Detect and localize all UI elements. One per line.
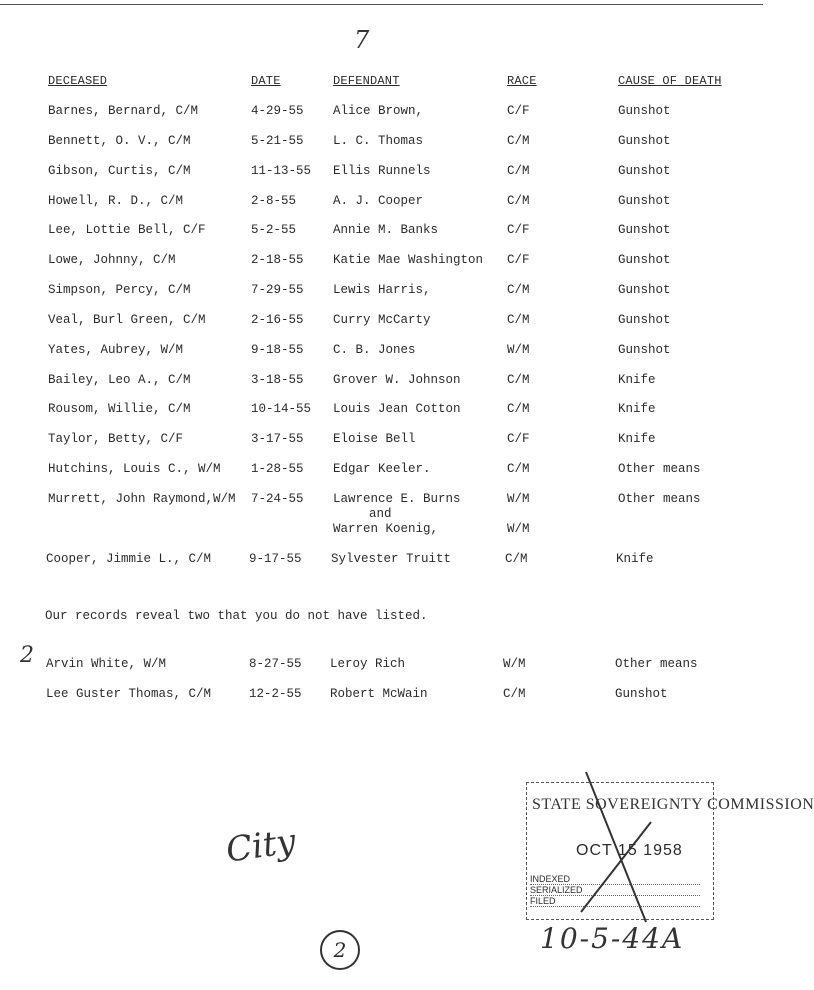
deceased-cell: Barnes, Bernard, C/M xyxy=(48,104,199,118)
records-note: Our records reveal two that you do not have listed. xyxy=(45,609,428,623)
stamp-line-filed: FILED xyxy=(530,896,700,907)
cause-cell: Gunshot xyxy=(618,253,671,267)
cause-cell: Gunshot xyxy=(618,194,671,208)
date-cell: 3-17-55 xyxy=(251,432,304,446)
defendant-cell: C. B. Jones xyxy=(333,343,416,357)
race-cell: C/F xyxy=(507,223,530,237)
date-cell: 2-8-55 xyxy=(251,194,297,208)
date-cell: 5-2-55 xyxy=(251,223,297,237)
defendant-cell: L. C. Thomas xyxy=(333,134,424,148)
race-cell: C/M xyxy=(503,687,526,701)
deceased-cell: Lee Guster Thomas, C/M xyxy=(46,687,212,701)
date-cell: 2-16-55 xyxy=(251,313,304,327)
date-cell: 11-13-55 xyxy=(251,164,312,178)
top-edge-line xyxy=(0,4,763,5)
race-cell: C/M xyxy=(505,552,528,566)
table-row xyxy=(0,134,763,152)
cause-cell: Gunshot xyxy=(618,164,671,178)
race-cell: C/M xyxy=(507,194,530,208)
table-row xyxy=(0,343,763,361)
circled-page-number: 2 xyxy=(320,930,360,970)
cause-cell: Knife xyxy=(616,552,654,566)
race-cell: W/M xyxy=(507,492,530,506)
deceased-cell: Howell, R. D., C/M xyxy=(48,194,184,208)
header-date: DATE xyxy=(251,74,281,88)
date-cell: 3-18-55 xyxy=(251,373,304,387)
table-row xyxy=(0,657,763,675)
table-row xyxy=(0,283,763,301)
date-cell: 10-14-55 xyxy=(251,402,312,416)
cause-cell: Knife xyxy=(618,373,656,387)
race-cell: C/F xyxy=(507,432,530,446)
date-cell: 7-24-55 xyxy=(251,492,304,506)
defendant-cell: Eloise Bell xyxy=(333,432,416,446)
stamp-date: OCT 15 1958 xyxy=(576,842,683,859)
defendant-cell: Curry McCarty xyxy=(333,313,431,327)
header-deceased: DECEASED xyxy=(48,74,108,88)
defendant-cell: Katie Mae Washington xyxy=(333,253,484,267)
defendant-cell: and xyxy=(369,507,392,521)
date-cell: 12-2-55 xyxy=(249,687,302,701)
defendant-cell: Ellis Runnels xyxy=(333,164,431,178)
table-row xyxy=(0,313,763,331)
deceased-cell: Murrett, John Raymond,W/M xyxy=(48,492,236,506)
cause-cell: Gunshot xyxy=(618,343,671,357)
handwritten-page-mark: 7 xyxy=(354,26,370,54)
cause-cell: Gunshot xyxy=(615,687,668,701)
defendant-cell: Lawrence E. Burns xyxy=(333,492,461,506)
race-cell: C/M xyxy=(507,313,530,327)
defendant-cell: A. J. Cooper xyxy=(333,194,424,208)
defendant-cell: Sylvester Truitt xyxy=(331,552,452,566)
cause-cell: Other means xyxy=(618,492,701,506)
race-cell: W/M xyxy=(507,343,530,357)
stamp-line-serialized: SERIALIZED xyxy=(530,885,700,896)
race-cell: W/M xyxy=(503,657,526,671)
deceased-cell: Bennett, O. V., C/M xyxy=(48,134,191,148)
cause-cell: Gunshot xyxy=(618,223,671,237)
defendant-cell: Annie M. Banks xyxy=(333,223,439,237)
defendant-cell: Lewis Harris, xyxy=(333,283,431,297)
race-cell: W/M xyxy=(507,522,530,536)
handwritten-cross-mark xyxy=(576,762,656,932)
date-cell: 8-27-55 xyxy=(249,657,302,671)
defendant-cell: Louis Jean Cotton xyxy=(333,402,461,416)
deceased-cell: Lee, Lottie Bell, C/F xyxy=(48,223,206,237)
race-cell: C/M xyxy=(507,283,530,297)
defendant-cell: Alice Brown, xyxy=(333,104,424,118)
commission-stamp xyxy=(526,782,814,922)
table-row xyxy=(0,552,763,570)
race-cell: C/M xyxy=(507,462,530,476)
deceased-cell: Rousom, Willie, C/M xyxy=(48,402,191,416)
handwritten-file-number: 10-5-44A xyxy=(540,922,685,955)
header-cause-of-death: CAUSE OF DEATH xyxy=(618,74,722,88)
deceased-cell: Taylor, Betty, C/F xyxy=(48,432,184,446)
defendant-cell: Grover W. Johnson xyxy=(333,373,461,387)
date-cell: 9-18-55 xyxy=(251,343,304,357)
deceased-cell: Simpson, Percy, C/M xyxy=(48,283,191,297)
deceased-cell: Gibson, Curtis, C/M xyxy=(48,164,191,178)
race-cell: C/M xyxy=(507,164,530,178)
table-row xyxy=(0,104,763,122)
defendant-cell: Warren Koenig, xyxy=(333,522,439,536)
table-row xyxy=(0,522,763,540)
deceased-cell: Veal, Burl Green, C/M xyxy=(48,313,206,327)
table-row xyxy=(0,194,763,212)
cause-cell: Other means xyxy=(615,657,698,671)
race-cell: C/F xyxy=(507,253,530,267)
table-row xyxy=(0,223,763,241)
defendant-cell: Robert McWain xyxy=(330,687,428,701)
table-row xyxy=(0,373,763,391)
deceased-cell: Hutchins, Louis C., W/M xyxy=(48,462,221,476)
table-row xyxy=(0,402,763,420)
cause-cell: Knife xyxy=(618,402,656,416)
defendant-cell: Leroy Rich xyxy=(330,657,406,671)
deceased-cell: Bailey, Leo A., C/M xyxy=(48,373,191,387)
date-cell: 5-21-55 xyxy=(251,134,304,148)
handwritten-city-note: City xyxy=(223,821,299,871)
race-cell: C/M xyxy=(507,402,530,416)
header-race: RACE xyxy=(507,74,537,88)
table-row xyxy=(0,462,763,480)
header-defendant: DEFENDANT xyxy=(333,74,400,88)
deceased-cell: Lowe, Johnny, C/M xyxy=(48,253,176,267)
table-row xyxy=(0,253,763,271)
date-cell: 4-29-55 xyxy=(251,104,304,118)
defendant-cell: Edgar Keeler. xyxy=(333,462,431,476)
race-cell: C/F xyxy=(507,104,530,118)
table-row xyxy=(0,432,763,450)
deceased-cell: Arvin White, W/M xyxy=(46,657,167,671)
stamp-title: STATE SOVEREIGNTY COMMISSION xyxy=(532,796,814,813)
cause-cell: Knife xyxy=(618,432,656,446)
cause-cell: Gunshot xyxy=(618,283,671,297)
handwritten-margin-mark: 2 xyxy=(20,643,34,668)
cause-cell: Other means xyxy=(618,462,701,476)
deceased-cell: Cooper, Jimmie L., C/M xyxy=(46,552,212,566)
race-cell: C/M xyxy=(507,134,530,148)
date-cell: 2-18-55 xyxy=(251,253,304,267)
cause-cell: Gunshot xyxy=(618,313,671,327)
date-cell: 9-17-55 xyxy=(249,552,302,566)
date-cell: 7-29-55 xyxy=(251,283,304,297)
date-cell: 1-28-55 xyxy=(251,462,304,476)
cause-cell: Gunshot xyxy=(618,134,671,148)
cause-cell: Gunshot xyxy=(618,104,671,118)
deceased-cell: Yates, Aubrey, W/M xyxy=(48,343,184,357)
stamp-line-indexed: INDEXED xyxy=(530,874,700,885)
table-row xyxy=(0,687,763,705)
table-row xyxy=(0,164,763,182)
race-cell: C/M xyxy=(507,373,530,387)
